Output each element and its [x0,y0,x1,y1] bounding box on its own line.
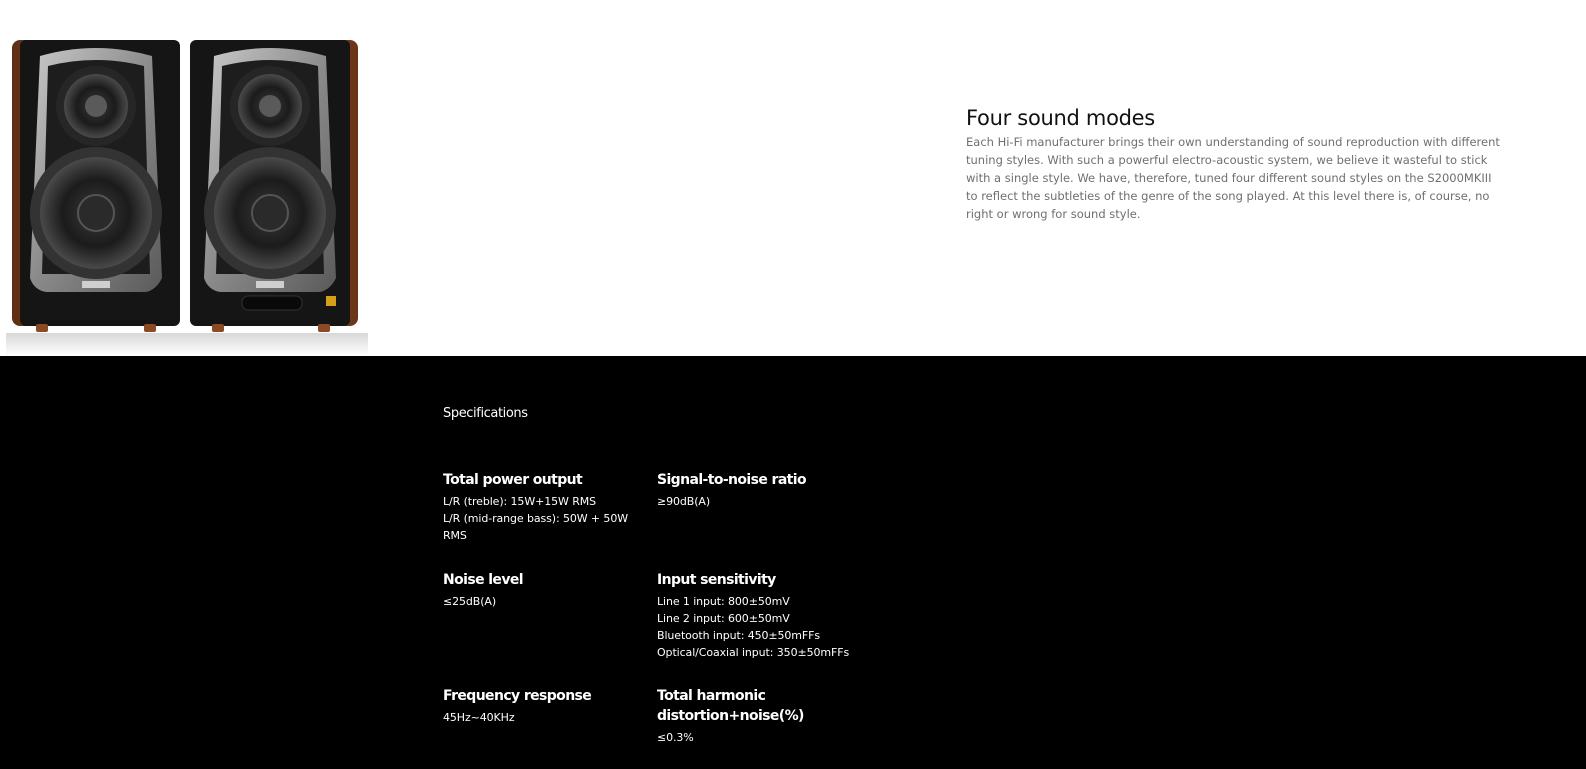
spec-value [443,493,633,544]
spec-noise-level [443,570,633,610]
spec-total-harmonic-distortion [657,686,807,746]
feature-text [966,106,1506,223]
spec-line: Optical/Coaxial input: 350±50mFFs [657,646,850,659]
spec-line: ≥90dB(A) [657,495,711,508]
right-speaker [190,40,358,332]
spec-title: Total harmonic distortion+noise(%) [657,688,804,724]
spec-value [657,593,877,661]
feature-body: Each Hi-Fi manufacturer brings their own understanding of sound reproduction with different tuning styles. With such a powerful electro-acoustic system, we believe it wasteful to stick with a single style. We have, therefore, tuned four different sound styles on the S2000MKIII to reflect the subtleties of the genre of the song played. At this level there is, of course, no right or wrong for sound style. [966,135,1500,221]
spec-line: Line 2 input: 600±50mV [657,612,790,625]
spec-line: Bluetooth input: 450±50mFFs [657,629,821,642]
specifications-section [0,356,1586,769]
spec-title: Frequency response [443,688,592,704]
spec-value [443,709,633,726]
spec-title: Signal-to-noise ratio [657,472,806,488]
spec-value [657,493,847,510]
spec-input-sensitivity [657,570,877,661]
spec-line: 45Hz~40KHz [443,711,515,724]
spec-total-power-output [443,470,633,544]
spec-line: ≤25dB(A) [443,595,497,608]
left-speaker [12,40,180,332]
spec-signal-to-noise [657,470,847,510]
spec-value [443,593,633,610]
spec-title: Noise level [443,572,523,588]
spec-value [657,729,807,746]
spec-line: L/R (mid-range bass): 50W + 50W RMS [443,512,629,542]
spec-line: ≤0.3% [657,731,694,744]
spec-line: L/R (treble): 15W+15W RMS [443,495,597,508]
spec-frequency-response [443,686,633,726]
specifications-heading: Specifications [443,406,528,421]
speaker-pair-image [6,28,368,356]
spec-title: Total power output [443,472,583,488]
feature-title: Four sound modes [966,106,1155,130]
spec-line: Line 1 input: 800±50mV [657,595,790,608]
spec-title: Input sensitivity [657,572,776,588]
feature-section [0,0,1586,356]
